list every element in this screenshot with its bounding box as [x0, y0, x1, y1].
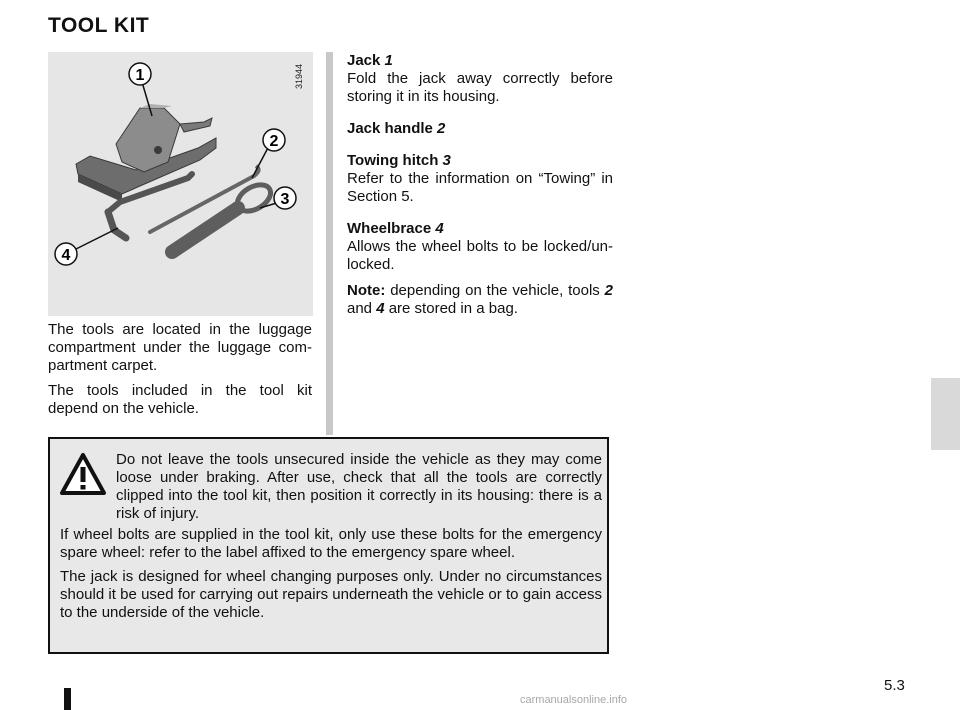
tools-location-paragraph: The tools are located in the luggage compartment under the luggage com- partment carpet.: [48, 321, 312, 374]
page-number: 5.3: [884, 677, 905, 694]
figure-reference-number: 31944: [294, 63, 304, 89]
item-towing-hitch: [347, 152, 613, 206]
warning-paragraph-jack-use: The jack is designed for wheel changing purposes only. Under no circumstances should it be used for carrying out repairs underneath the vehicle or to gain access to the underside of the vehicle.: [60, 568, 602, 621]
item-number: 4: [435, 220, 444, 237]
storage-note: [347, 282, 613, 318]
item-description: Fold the jack away correctly before storing it in its housing.: [347, 70, 613, 105]
tool-kit-illustration: [48, 52, 313, 316]
section-side-tab: [931, 378, 960, 450]
watermark: carmanualsonline.info: [520, 694, 628, 706]
item-description: Allows the wheel bolts to be locked/un- locked.: [347, 238, 613, 273]
warning-box: [48, 437, 609, 654]
tools-vary-paragraph: The tools included in the tool kit depend on the vehicle.: [48, 382, 312, 417]
warning-paragraph-wheel-bolts: If wheel bolts are supplied in the tool kit, only use these bolts for the emergency spare wheel: refer to the label affixed to the emergency spare wheel.: [60, 526, 602, 561]
warning-paragraph-secure-tools: Do not leave the tools unsecured inside the vehicle as they may come loose under braking. After use, check that all the tools are correctly clipped into the tool kit, then position it correctly in its housing: there is a risk of injury.: [116, 451, 602, 522]
column-divider: [326, 52, 333, 435]
corner-mark: [64, 688, 71, 710]
page-title: TOOL KIT: [48, 14, 150, 37]
item-number: 2: [437, 120, 446, 137]
item-jack-handle: [347, 120, 613, 138]
warning-triangle-icon: [59, 452, 107, 496]
tool-kit-drawing: [48, 52, 313, 316]
note-tool-number: 4: [376, 300, 385, 317]
item-number: 3: [442, 152, 451, 169]
note-text: and: [347, 300, 377, 317]
item-label: Towing hitch: [347, 152, 443, 169]
item-wheelbrace: [347, 220, 613, 274]
item-number: 1: [384, 52, 393, 69]
right-column: [347, 52, 613, 318]
item-description: Refer to the information on “Towing” in Section 5.: [347, 170, 613, 205]
left-column: [48, 321, 312, 425]
note-text: are stored in a bag.: [384, 300, 518, 317]
item-label: Wheelbrace: [347, 220, 436, 237]
callout-2-label: 2: [269, 133, 279, 150]
callout-3-label: 3: [280, 191, 290, 208]
note-text: depending on the vehicle, tools: [385, 282, 605, 299]
callout-4-label: 4: [61, 247, 71, 264]
note-label: Note:: [347, 282, 386, 299]
note-tool-number: 2: [604, 282, 613, 299]
item-label: Jack: [347, 52, 385, 69]
item-label: Jack handle: [347, 120, 438, 137]
item-jack: [347, 52, 613, 106]
callout-1-label: 1: [135, 67, 145, 84]
